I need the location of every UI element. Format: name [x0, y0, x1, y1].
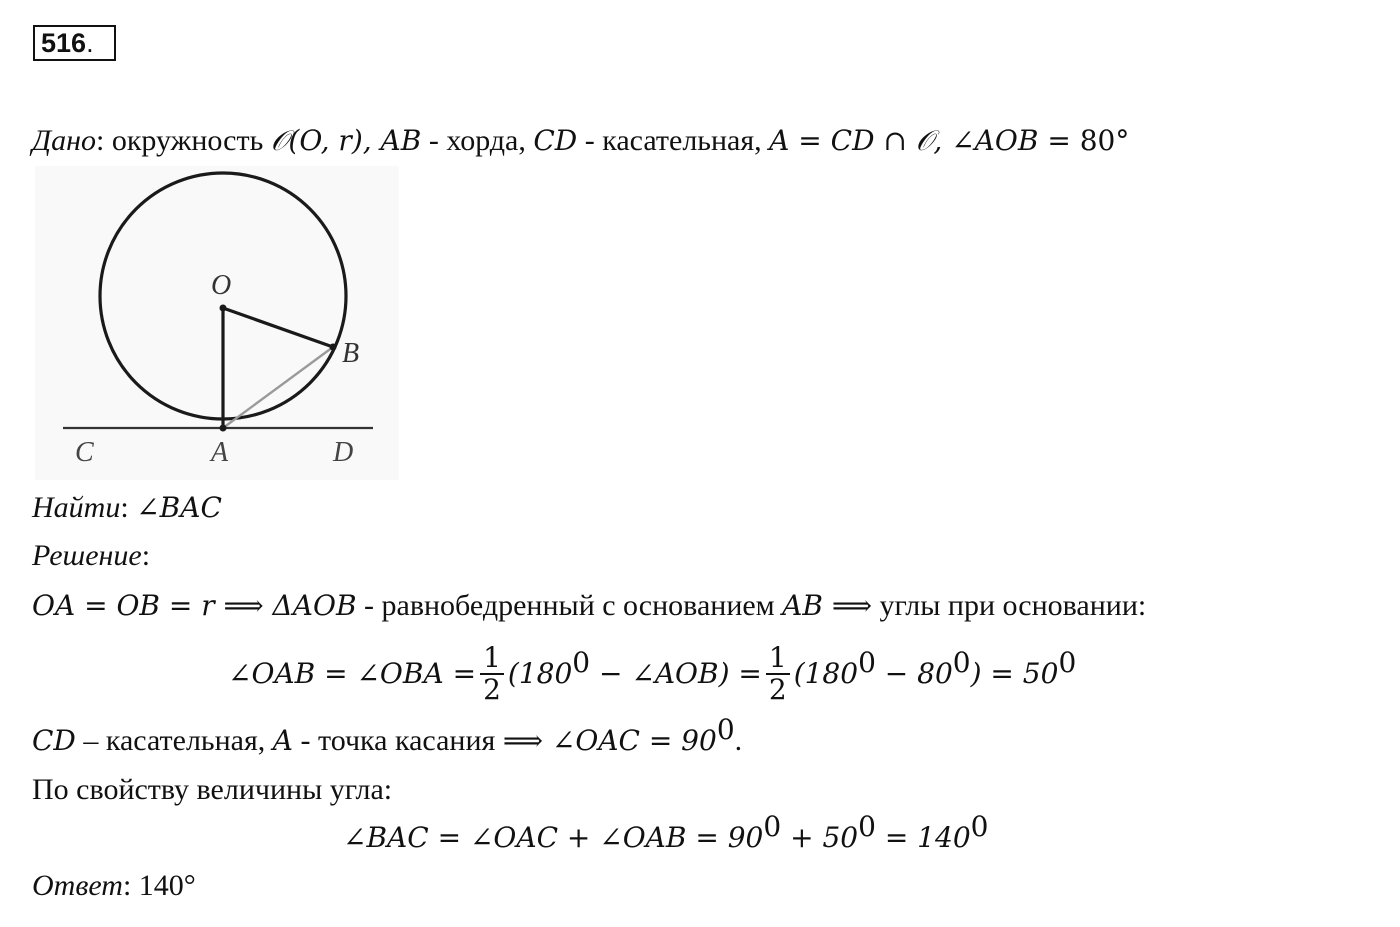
- eq2-exp-2: 0: [858, 810, 876, 843]
- given-colon: :: [95, 124, 112, 157]
- line2-end: .: [734, 724, 743, 757]
- solution-label: Решение: [32, 539, 142, 572]
- given-chord-word: - хорда,: [421, 124, 534, 157]
- given-label: Дано: [32, 124, 96, 157]
- eq1-frac1-den: 2: [483, 673, 501, 707]
- eq1-part1-open: (180: [507, 657, 573, 690]
- label-a: A: [211, 437, 229, 468]
- eq1-result-exp: 0: [1058, 646, 1077, 679]
- eq2-part-c: = 140: [875, 821, 971, 854]
- answer-colon: :: [122, 869, 139, 902]
- equation-2: [343, 810, 989, 856]
- eq1-frac2-num: 1: [766, 643, 790, 675]
- solution-line-1: [32, 588, 1146, 624]
- line1-text-1: - равнобедренный с основанием: [356, 589, 783, 622]
- label-b: B: [342, 338, 360, 369]
- given-condition-math: A = CD ∩ 𝒪, ∠AOB =: [769, 124, 1080, 157]
- problem-number-dot: .: [86, 28, 94, 58]
- find-colon: :: [120, 491, 137, 524]
- eq1-part2-exp2: 0: [952, 646, 971, 679]
- given-circle-word: окружность: [111, 124, 271, 157]
- geometry-figure: [35, 166, 399, 480]
- line2-text-1: – касательная,: [75, 724, 273, 757]
- given-tangent-word: - касательная,: [577, 124, 770, 157]
- problem-number-text: 516: [41, 28, 87, 58]
- label-d: D: [333, 437, 354, 468]
- answer-label: Ответ: [32, 869, 123, 902]
- line1-math-1: OA = OB = r ⟹ ΔAOB: [32, 589, 357, 622]
- given-cd-math: CD: [533, 124, 578, 157]
- find-label: Найти: [32, 491, 121, 524]
- line1-math-2: AB ⟹: [782, 589, 873, 622]
- line2-math-3: ⟹ ∠OAC = 90: [502, 724, 717, 757]
- eq1-part2-open: (180: [793, 657, 859, 690]
- eq2-exp-3: 0: [970, 810, 989, 843]
- eq1-frac1-num: 1: [480, 643, 504, 675]
- solution-line-3: По свойству величины угла:: [32, 773, 393, 806]
- eq1-fraction-2: [766, 643, 790, 705]
- eq1-fraction-1: [480, 643, 504, 705]
- solution-line-2: [32, 713, 743, 759]
- find-target: ∠BAC: [136, 491, 222, 524]
- given-line: [32, 123, 1129, 159]
- answer-line: [32, 868, 196, 904]
- line1-text-2: углы при основании:: [872, 589, 1147, 622]
- solution-colon: :: [141, 539, 151, 572]
- line2-math-2: A: [272, 724, 294, 757]
- line2-math-1: CD: [32, 724, 76, 757]
- eq1-part2-exp1: 0: [858, 646, 876, 679]
- given-circle-math: 𝒪(O, r), AB: [270, 124, 422, 157]
- eq2-exp-1: 0: [763, 810, 782, 843]
- point-b: [330, 344, 337, 351]
- label-o: O: [211, 270, 232, 301]
- find-line: [32, 490, 222, 526]
- problem-number: [33, 25, 116, 61]
- point-o: [220, 305, 227, 312]
- eq1-part2-close: ) = 50: [970, 657, 1059, 690]
- point-a: [220, 425, 227, 432]
- eq1-part1-exp: 0: [572, 646, 591, 679]
- eq1-frac2-den: 2: [768, 673, 787, 707]
- answer-value: 140°: [138, 869, 196, 902]
- line2-text-2: - точка касания: [293, 724, 503, 757]
- line2-exp: 0: [716, 713, 735, 746]
- eq1-lhs: ∠OAB = ∠OBA =: [228, 657, 477, 690]
- solution-heading: [32, 538, 150, 574]
- eq2-part-b: + 50: [781, 821, 859, 854]
- eq1-part1-close: − ∠AOB) =: [590, 657, 762, 690]
- equation-1: [228, 640, 1076, 708]
- eq1-part2-mid: − 80: [875, 657, 953, 690]
- label-c: C: [75, 437, 94, 468]
- given-angle-value: 80°: [1079, 124, 1130, 157]
- eq2-part-a: ∠BAC = ∠OAC + ∠OAB = 90: [343, 821, 764, 854]
